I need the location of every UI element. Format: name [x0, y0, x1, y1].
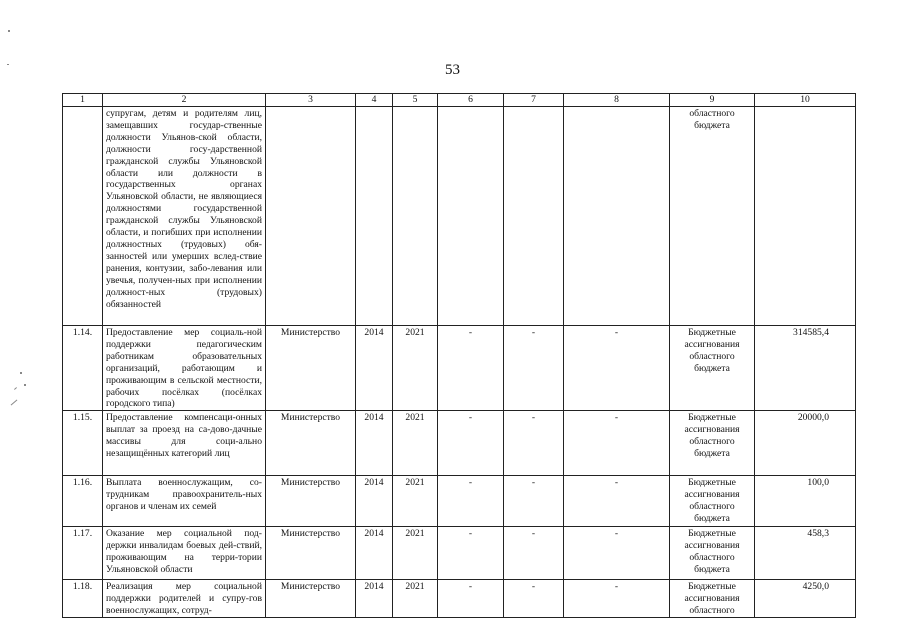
cell-col8: -: [564, 326, 670, 411]
table-row-continuation: [63, 107, 856, 326]
funding-source: Бюджетные ассигнования областного бюджета: [670, 527, 755, 580]
year-start: 2014: [356, 476, 393, 527]
scan-artifact: [24, 384, 26, 386]
year-end: 2021: [393, 411, 438, 476]
cell-col6: -: [438, 580, 504, 618]
measure-description: Выплата военнослужащим, со-трудникам правоохранитель-ных органов и членам их семей: [103, 476, 266, 527]
year-end: 2021: [393, 580, 438, 618]
executor: Министерство: [266, 326, 356, 411]
cell-col8: -: [564, 476, 670, 527]
scan-artifact: [11, 400, 18, 406]
scan-artifact: [20, 372, 22, 374]
executor: Министерство: [266, 527, 356, 580]
executor: Министерство: [266, 476, 356, 527]
column-header: 7: [504, 94, 564, 107]
cell-col7: -: [504, 527, 564, 580]
funding-amount: 458,3: [755, 527, 856, 580]
column-header: 8: [564, 94, 670, 107]
cell-col7: -: [504, 411, 564, 476]
measure-description: Предоставление мер социаль-ной поддержки педагогическим работникам образовательных организаций, работающим и проживающим в сельской местности, рабочих посёлках (посёлках городского типа): [103, 326, 266, 411]
table-row: [63, 326, 856, 411]
measure-description: супругам, детям и родителям лиц, замещавших государ-ственные должности Ульянов-ской области, должности госу-дарственной гражданской службы Ульяновской области или должности в государственных органах Ульяновской области, не являющиеся должностями государственной гражданской службы Ульяновской области, и погибших при исполнении должностных (трудовых) обя-занностей или умерших вслед-ствие ранения, контузии, забо-левания или увечья, получен-ных при исполнении должност-ных (трудовых) обязанностей: [103, 107, 266, 326]
table-row: [63, 580, 856, 618]
cell-col7: -: [504, 476, 564, 527]
program-table: [62, 93, 856, 618]
row-number: 1.17.: [63, 527, 103, 580]
column-number-row: [63, 94, 856, 107]
funding-amount: 4250,0: [755, 580, 856, 618]
column-header: 4: [356, 94, 393, 107]
row-number: 1.15.: [63, 411, 103, 476]
table-row: [63, 527, 856, 580]
row-number: 1.16.: [63, 476, 103, 527]
cell-col6: -: [438, 476, 504, 527]
funding-amount: 100,0: [755, 476, 856, 527]
funding-source: Бюджетные ассигнования областного: [670, 580, 755, 618]
year-start: 2014: [356, 580, 393, 618]
scan-artifact: [7, 64, 9, 65]
table-row: [63, 476, 856, 527]
cell-col8: -: [564, 411, 670, 476]
executor: Министерство: [266, 580, 356, 618]
year-end: 2021: [393, 527, 438, 580]
year-start: 2014: [356, 326, 393, 411]
cell-col6: -: [438, 326, 504, 411]
year-start: 2014: [356, 411, 393, 476]
scan-artifact: [14, 387, 17, 390]
column-header: 3: [266, 94, 356, 107]
measure-description: Предоставление компенсаци-онных выплат за проезд на са-дово-дачные массивы для соци-ально незащищённых категорий лиц: [103, 411, 266, 476]
year-end: 2021: [393, 326, 438, 411]
year-start: 2014: [356, 527, 393, 580]
executor: Министерство: [266, 411, 356, 476]
column-header: 6: [438, 94, 504, 107]
measure-description: Реализация мер социальной поддержки родителей и супру-гов военнослужащих, сотруд-: [103, 580, 266, 618]
column-header: 2: [103, 94, 266, 107]
cell-col7: -: [504, 326, 564, 411]
cell-col7: -: [504, 580, 564, 618]
column-header: 10: [755, 94, 856, 107]
scan-artifact: [8, 30, 10, 32]
funding-source: Бюджетные ассигнования областного бюджета: [670, 476, 755, 527]
cell-col6: -: [438, 527, 504, 580]
funding-amount: 314585,4: [755, 326, 856, 411]
year-end: 2021: [393, 476, 438, 527]
row-number: 1.18.: [63, 580, 103, 618]
row-number: 1.14.: [63, 326, 103, 411]
column-header: 1: [63, 94, 103, 107]
funding-source: Бюджетные ассигнования областного бюджета: [670, 326, 755, 411]
measure-description: Оказание мер социальной под-держки инвалидам боевых дей-ствий, проживающим на терри-тории Ульяновской области: [103, 527, 266, 580]
table-row: [63, 411, 856, 476]
cell-col6: -: [438, 411, 504, 476]
page-number: 53: [445, 62, 460, 78]
funding-amount: 20000,0: [755, 411, 856, 476]
funding-source: областного бюджета: [670, 107, 755, 326]
cell-col8: -: [564, 527, 670, 580]
cell-col8: -: [564, 580, 670, 618]
column-header: 9: [670, 94, 755, 107]
column-header: 5: [393, 94, 438, 107]
funding-source: Бюджетные ассигнования областного бюджета: [670, 411, 755, 476]
